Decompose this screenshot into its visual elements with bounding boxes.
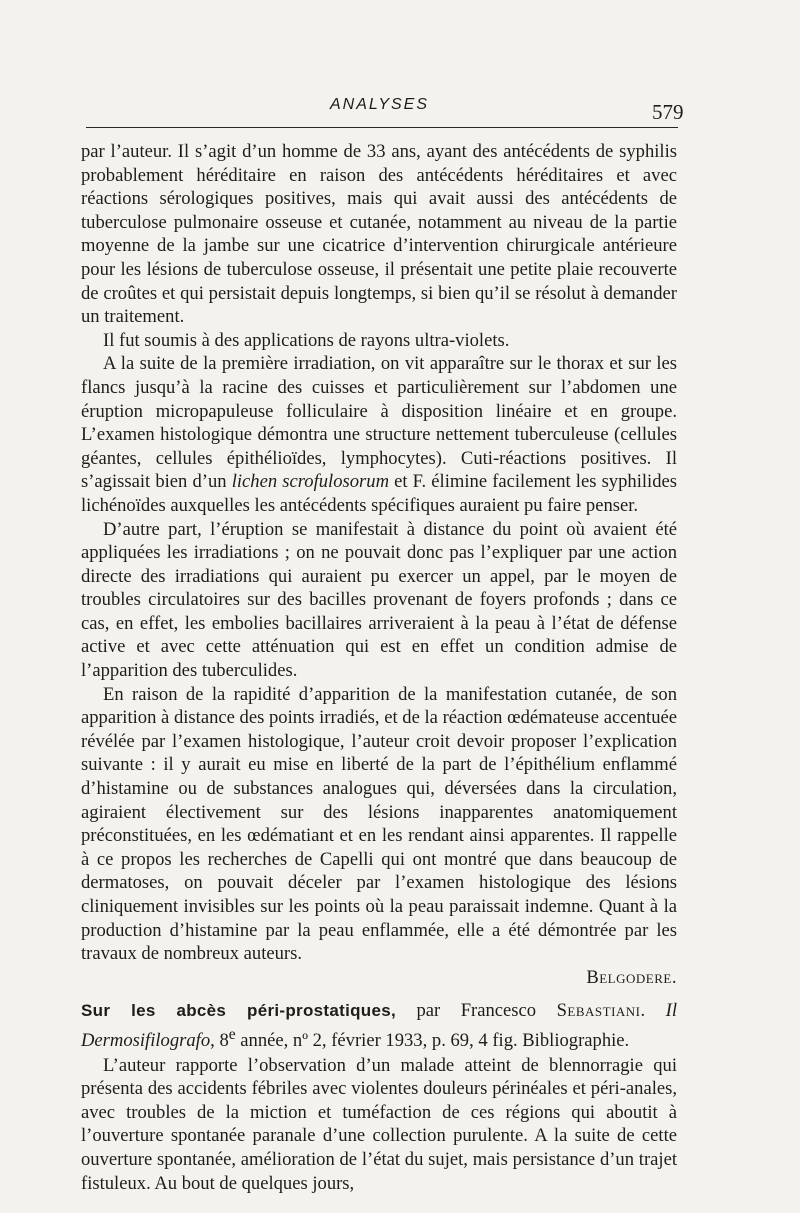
header-rule — [86, 127, 678, 128]
review-details: , 8 — [210, 1030, 229, 1052]
review-heading — [81, 999, 677, 1053]
paragraph-text: et F. élimine facilement les syphilides lichénoïdes auxquelles les antécédents spécifiques auraient pu faire penser. — [81, 471, 677, 516]
review-by: par Francesco — [396, 1000, 557, 1022]
paragraph: Il fut soumis à des applications de rayons ultra-violets. — [103, 329, 510, 351]
paragraph-text: A la suite de la première irradiation, on vit apparaître sur le thorax et sur les flancs jusqu’à la racine des cuisses et particulièrement sur l’abdomen une éruption micropapuleuse folliculaire à disposition linéaire et en groupe. L’examen histologique démontra une structure nettement tuberculeuse (cellules géantes, cellules épithélioïdes, lymphocytes). Cuti-réactions positives. Il s’agissait bien d’un — [81, 353, 677, 493]
review-title: Sur les abcès péri-prostatiques, — [81, 1001, 397, 1021]
paragraph: L’auteur rapporte l’observation d’un malade atteint de blennorragie qui présenta des accidents fébriles avec violentes douleurs périnéales et péri-anales, avec troubles de la miction et tuméfaction de ces régions qui aboutit à l’ouverture spontanée paranale d’une collection purulente. A la suite de cette ouverture spontanée, amélioration de l’état du sujet, mais persistance d’un trajet fistuleux. Au bout de quelques jours, — [81, 1054, 677, 1194]
review-author: Sebastiani — [556, 1000, 641, 1022]
paragraph: par l’auteur. Il s’agit d’un homme de 33 ans, ayant des antécédents de syphilis probablement héréditaire en raison des antécédents héréditaires et avec réactions sérologiques positives, mais qui avait aussi des antécédents de tuberculose pulmonaire osseuse et cutanée, notamment au niveau de la partie moyenne de la jambe sur une cicatrice d’intervention chirurgicale antérieure pour les lésions de tuberculose osseuse, il présentait une petite plaie recouverte de croûtes et qui persistait depuis longtemps, si bien qu’il se résolut à demander un traitement. — [81, 141, 677, 328]
review-details: année, nº 2, février 1933, p. 69, 4 fig. Bibliographie. — [235, 1030, 630, 1052]
signature-name: Belgodere. — [586, 966, 677, 988]
page-number: 579 — [652, 100, 684, 124]
disease-name: lichen scrofulosorum — [231, 471, 389, 493]
paragraph — [81, 352, 677, 517]
journal-name: Il Dermosifilografo — [81, 1000, 677, 1052]
review-details-sup: e — [228, 1026, 236, 1044]
article-body — [81, 140, 677, 1195]
paragraph: D’autre part, l’éruption se manifestait à distance du point où avaient été appliquées les irradiations ; on ne pouvait donc pas l’expliquer par une action directe des irradiations qui auraient pu exercer un appel, par le moyen de troubles circulatoires sur des bacilles provenant de foyers profonds ; dans ce cas, en effet, les embolies bacillaires arriveraient à la peau à l’état de défense active et avec cette atténuation qui est en effet un condition admise de l’apparition des tuberculides. — [81, 518, 677, 682]
paragraph: En raison de la rapidité d’apparition de la manifestation cutanée, de son apparition à distance des points irradiés, et de la réaction œdémateuse accentuée révélée par l’examen histologique, l’auteur croit devoir proposer l’explication suivante : il y aurait eu mise en liberté de la part de l’épithélium enflammé d’histamine ou de substances analogues qui, déversées dans la circulation, agiraient électivement sur des lésions inapparentes anatomiquement préconstituées, en les œdématiant et en les rendant ainsi apparentes. Il rappelle à ce propos les recherches de Capelli qui ont montré que dans beaucoup de dermatoses, on pouvait déceler par l’examen histologique des lésions cliniquement invisibles sur les points où la peau paraissait indemne. Quant à la production d’histamine par la peau enflammée, elle a été démontrée par les travaux de nombreux auteurs. — [81, 683, 677, 965]
signature — [81, 966, 677, 990]
running-title: ANALYSES — [330, 96, 430, 113]
review-separator: . — [640, 1000, 666, 1022]
